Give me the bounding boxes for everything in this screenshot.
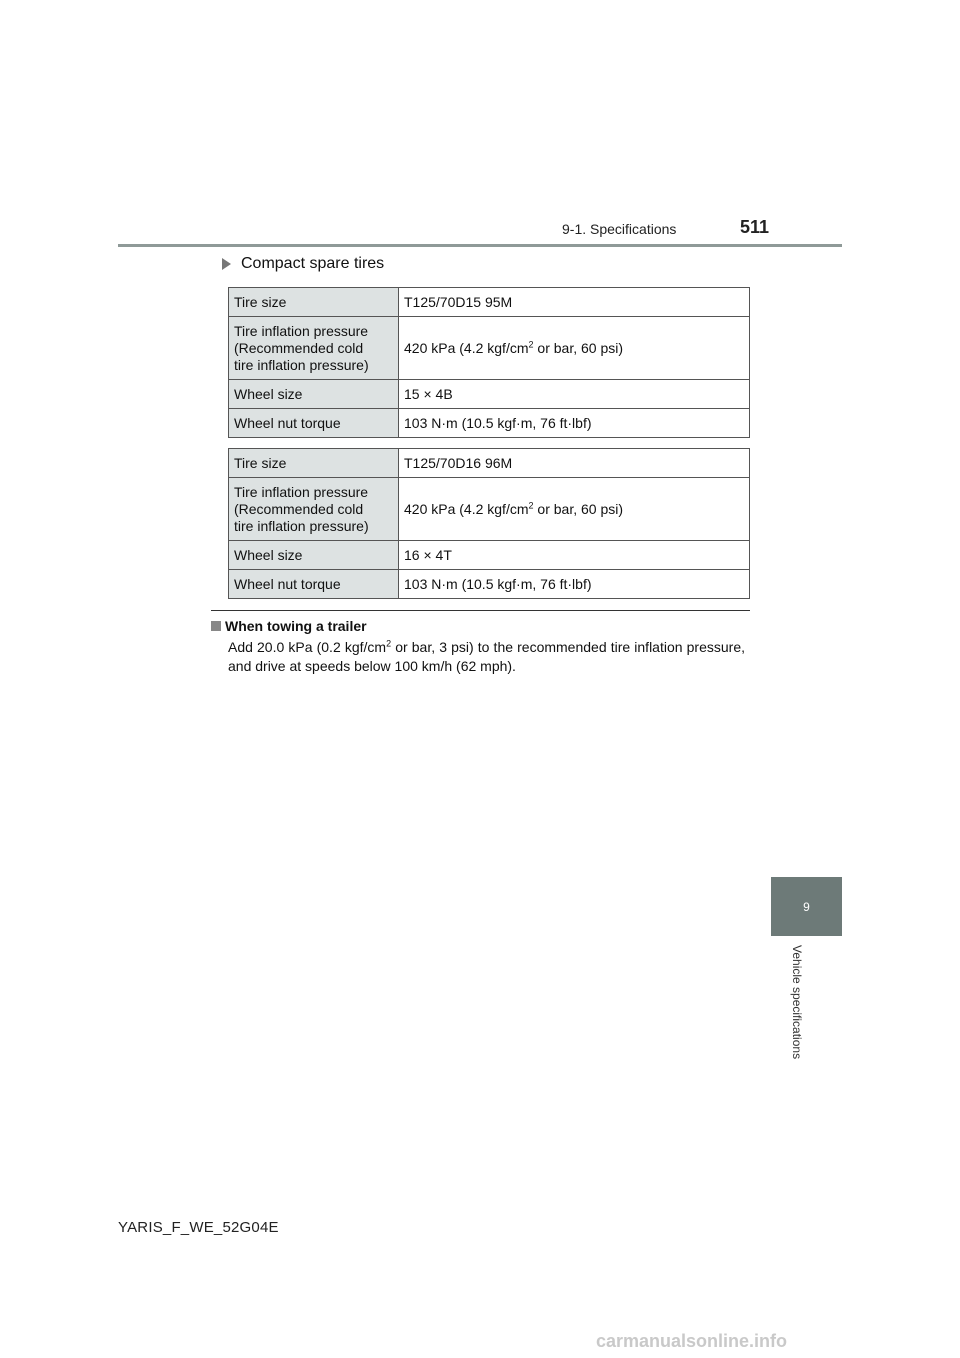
row-label: Wheel size	[229, 541, 399, 570]
value-text: or bar, 60 psi)	[533, 339, 624, 356]
row-label: Wheel nut torque	[229, 409, 399, 438]
table-row	[229, 288, 750, 317]
document-code: YARIS_F_WE_52G04E	[118, 1219, 279, 1236]
header-divider	[118, 244, 842, 247]
table-row	[229, 409, 750, 438]
watermark: carmanualsonline.info	[596, 1331, 788, 1351]
note-title-text: When towing a trailer	[225, 618, 367, 634]
chapter-label-text: Vehicle specifications	[790, 945, 804, 1060]
table-row	[229, 478, 750, 541]
note-body	[228, 638, 745, 676]
spec-table-16-inch	[228, 448, 750, 599]
superscript: 2	[528, 499, 534, 510]
arrow-right-icon	[222, 258, 231, 270]
table-row	[229, 570, 750, 599]
square-bullet-icon	[211, 621, 221, 631]
page-number: 511	[740, 217, 770, 237]
row-label: Tire size	[229, 449, 399, 478]
superscript: 2	[528, 338, 534, 349]
spec-table-15-inch	[228, 287, 750, 438]
label-line: Tire inflation pressure	[234, 322, 369, 339]
label-line: (Recommended cold	[234, 500, 364, 517]
table-row	[229, 317, 750, 380]
row-label	[229, 317, 399, 380]
label-line: tire inflation pressure)	[234, 517, 369, 534]
label-line: Tire inflation pressure	[234, 483, 369, 500]
row-value	[399, 317, 750, 380]
value-text: 420 kPa (4.2 kgf/cm	[404, 500, 529, 517]
chapter-tab[interactable]: 9	[771, 877, 842, 936]
table-row	[229, 449, 750, 478]
subheading-text: Compact spare tires	[241, 255, 385, 272]
row-value: 103 N·m (10.5 kgf·m, 76 ft·lbf)	[399, 409, 750, 438]
row-value: 15 × 4B	[399, 380, 750, 409]
row-value: 103 N·m (10.5 kgf·m, 76 ft·lbf)	[399, 570, 750, 599]
row-value: 16 × 4T	[399, 541, 750, 570]
value-text: 420 kPa (4.2 kgf/cm	[404, 339, 529, 356]
section-title: 9-1. Specifications	[562, 221, 677, 237]
table-row	[229, 380, 750, 409]
row-value: T125/70D15 95M	[399, 288, 750, 317]
chapter-label	[786, 945, 806, 1090]
row-value	[399, 478, 750, 541]
note-text: Add 20.0 kPa (0.2 kgf/cm	[228, 639, 387, 655]
value-text: or bar, 60 psi)	[533, 500, 624, 517]
note-divider	[211, 610, 750, 611]
row-label: Wheel nut torque	[229, 570, 399, 599]
row-label: Tire size	[229, 288, 399, 317]
note-heading	[211, 618, 367, 634]
row-label: Wheel size	[229, 380, 399, 409]
subheading	[222, 255, 384, 273]
label-line: (Recommended cold	[234, 339, 364, 356]
note-text: or bar, 3 psi) to the recommended tire inflation pressure, and drive at speeds below 100 km/h (62 mph).	[228, 639, 745, 674]
label-line: tire inflation pressure)	[234, 356, 369, 373]
row-label	[229, 478, 399, 541]
row-value: T125/70D16 96M	[399, 449, 750, 478]
table-row	[229, 541, 750, 570]
superscript: 2	[386, 638, 392, 649]
